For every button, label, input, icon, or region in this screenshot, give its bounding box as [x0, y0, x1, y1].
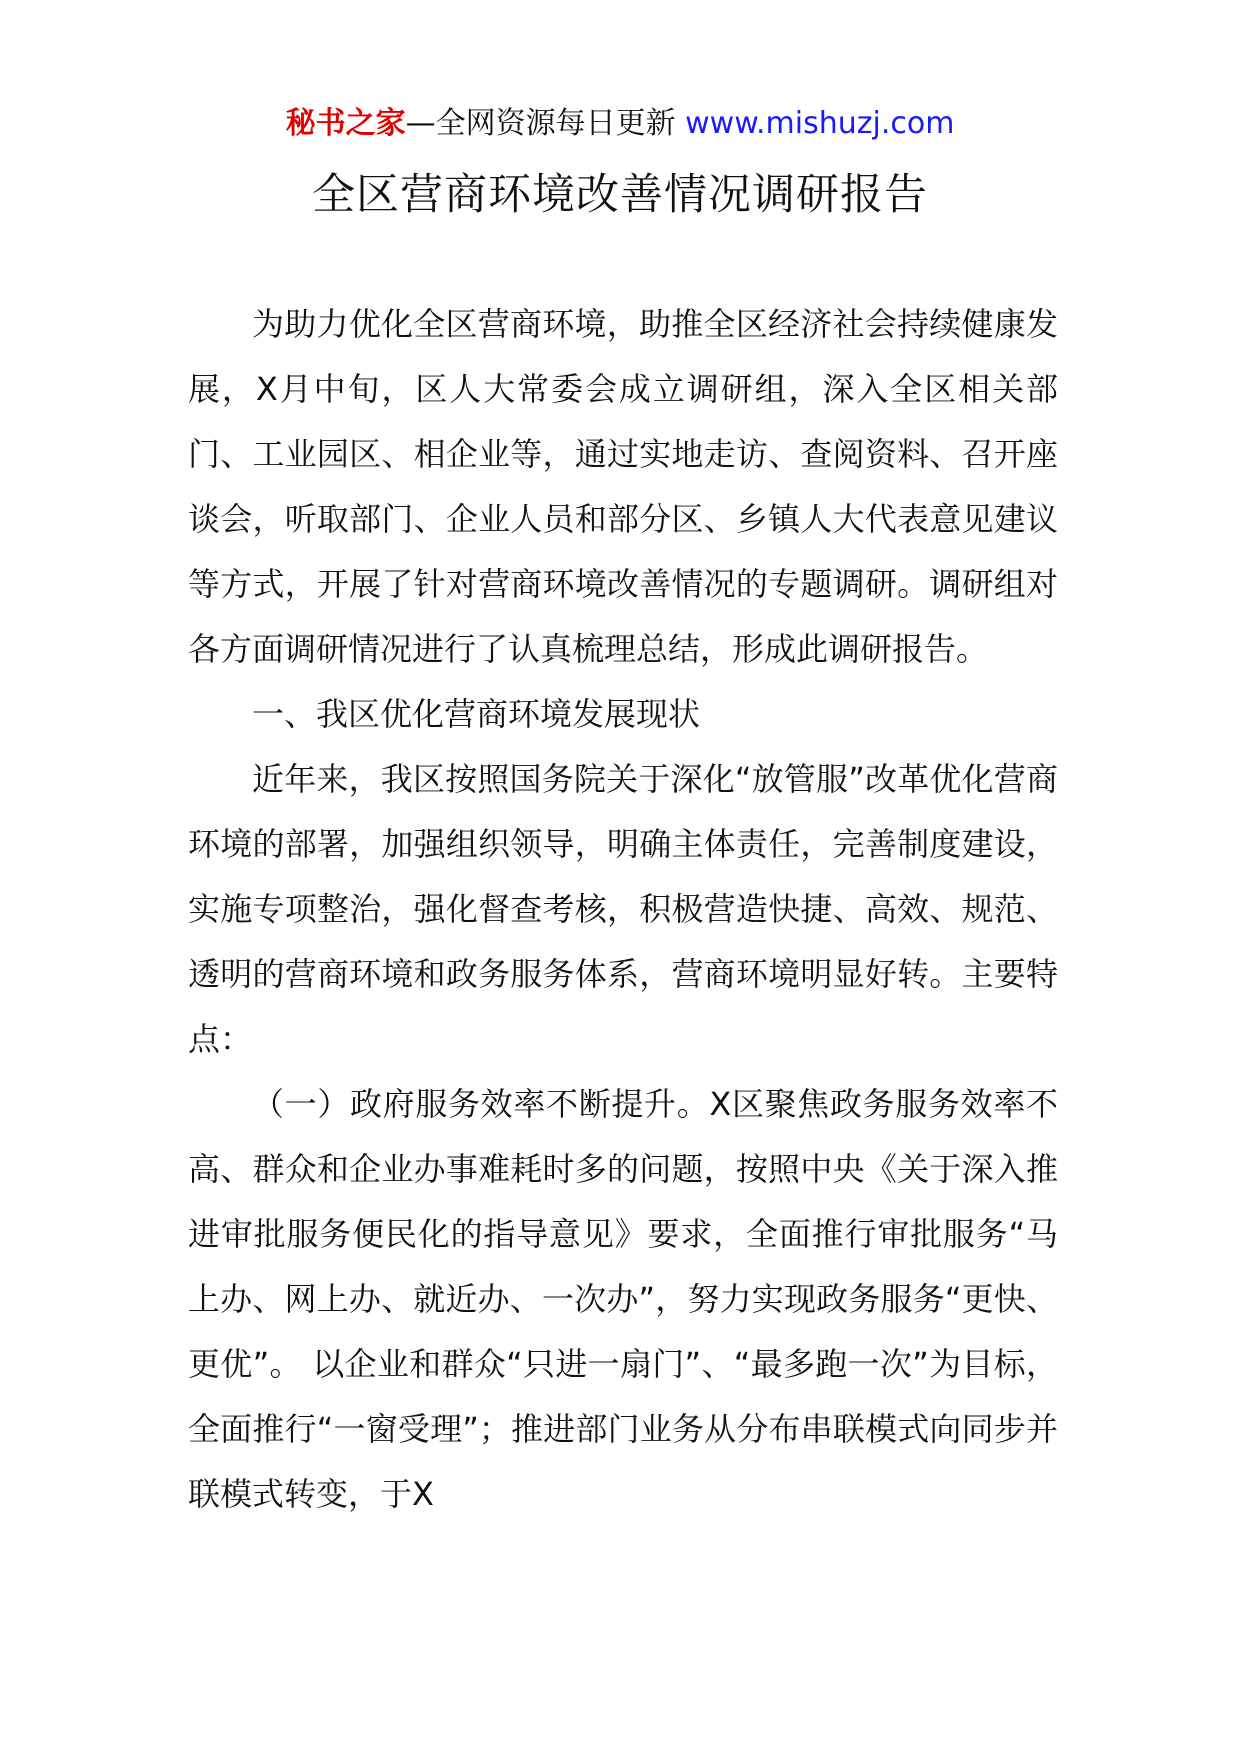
paragraph-subsection-1: （一）政府服务效率不断提升。X区聚焦政务服务效率不高、群众和企业办事难耗时多的问题，按照中央《关于深入推进审批服务便民化的指导意见》要求，全面推行审批服务“马上办、网上办、就近办、一次办”，努力实现政务服务“更快、更优”。 以企业和群众“只进一扇门”、“最多跑一次”为目标，全面推行“一窗受理”；推进部门业务从分布串联模式向同步并联模式转变，于X [188, 1085, 1058, 1513]
site-tagline: —全网资源每日更新 [405, 106, 676, 141]
site-header [0, 100, 1240, 148]
document-body [188, 292, 1058, 1527]
site-brand: 秘书之家 [285, 106, 406, 141]
document-title: 全区营商环境改善情况调研报告 [312, 170, 928, 220]
paragraph-status: 近年来，我区按照国务院关于深化“放管服”改革优化营商环境的部署，加强组织领导，明确主体责任，完善制度建设，实施专项整治，强化督查考核，积极营造快捷、高效、规范、透明的营商环境和政务服务体系，营商环境明显好转。主要特点： [188, 760, 1058, 1058]
paragraph-intro: 为助力优化全区营商环境，助推全区经济社会持续健康发展，X月中旬，区人大常委会成立调研组，深入全区相关部门、工业园区、相企业等，通过实地走访、查阅资料、召开座谈会，听取部门、企业人员和部分区、乡镇人大代表意见建议等方式，开展了针对营商环境改善情况的专题调研。调研组对各方面调研情况进行了认真梳理总结，形成此调研报告。 [188, 305, 1058, 668]
site-url[interactable]: www.mishuzj.com [685, 106, 955, 141]
section-heading-1: 一、我区优化营商环境发展现状 [252, 695, 701, 733]
